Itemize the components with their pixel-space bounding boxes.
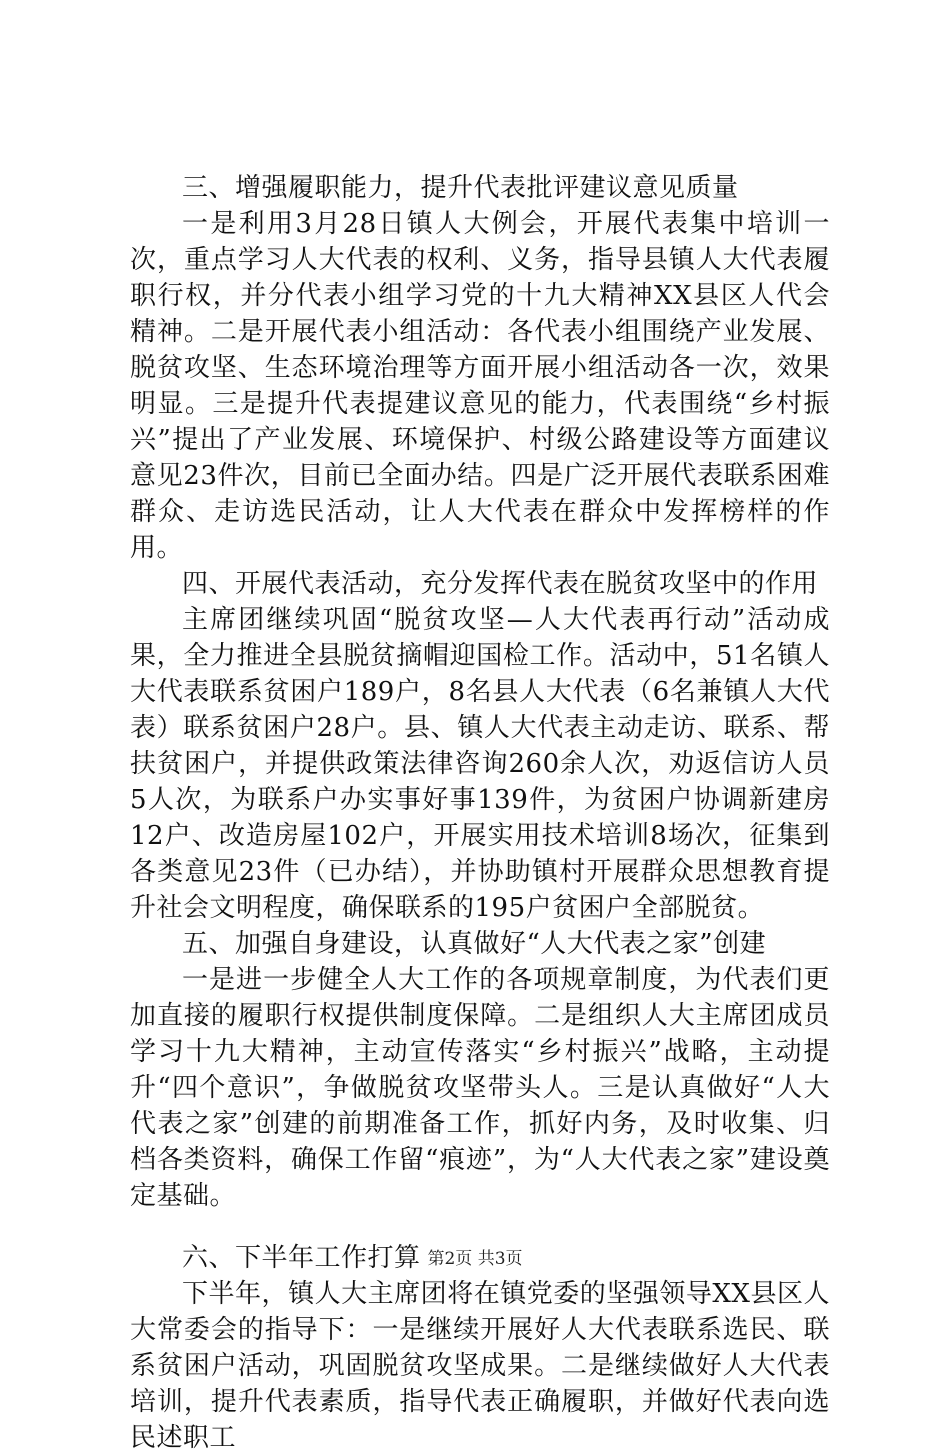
- paragraph: 一是进一步健全人大工作的各项规章制度，为代表们更加直接的履职行权提供制度保障。二是组织人大主席团成员学习十九大精神，主动宣传落实“乡村振兴”战略，主动提升“四个意识”，争做脱贫攻坚带头人。三是认真做好“人大代表之家”创建的前期准备工作，抓好内务，及时收集、归档各类资料，确保工作留“痕迹”，为“人大代表之家”建设奠定基础。: [130, 965, 830, 1211]
- section-heading-3: 三、增强履职能力，提升代表批评建议意见质量: [182, 173, 739, 203]
- paragraph-spacer: [130, 1214, 830, 1240]
- page-number-footer: 第2页 共3页: [427, 1249, 523, 1269]
- section-heading-6: 六、下半年工作打算: [182, 1243, 421, 1273]
- section-heading-5: 五、加强自身建设，认真做好“人大代表之家”创建: [182, 929, 767, 959]
- paragraph: 下半年，镇人大主席团将在镇党委的坚强领导XX县区人大常委会的指导下：一是继续开展好人大代表联系选民、联系贫困户活动，巩固脱贫攻坚成果。二是继续做好人大代表培训，提升代表素质，指导代表正确履职，并做好代表向选民述职工: [130, 1279, 830, 1453]
- paragraph: 一是利用3月28日镇人大例会，开展代表集中培训一次，重点学习人大代表的权利、义务，指导县镇人大代表履职行权，并分代表小组学习党的十九大精神XX县区人代会精神。二是开展代表小组活动：各代表小组围绕产业发展、脱贫攻坚、生态环境治理等方面开展小组活动各一次，效果明显。三是提升代表提建议意见的能力，代表围绕“乡村振兴”提出了产业发展、环境保护、村级公路建设等方面建议意见23件次，目前已全面办结。四是广泛开展代表联系困难群众、走访选民活动，让人大代表在群众中发挥榜样的作用。: [130, 209, 830, 563]
- paragraph: 主席团继续巩固“脱贫攻坚—人大代表再行动”活动成果，全力推进全县脱贫摘帽迎国检工作。活动中，51名镇人大代表联系贫困户189户，8名县人大代表（6名兼镇人大代表）联系贫困户28户。县、镇人大代表主动走访、联系、帮扶贫困户，并提供政策法律咨询260余人次，劝返信访人员5人次，为联系户办实事好事139件，为贫困户协调新建房12户、改造房屋102户，开展实用技术培训8场次，征集到各类意见23件（已办结），并协助镇村开展群众思想教育提升社会文明程度，确保联系的195户贫困户全部脱贫。: [130, 605, 830, 923]
- section-heading-4: 四、开展代表活动，充分发挥代表在脱贫攻坚中的作用: [182, 569, 819, 599]
